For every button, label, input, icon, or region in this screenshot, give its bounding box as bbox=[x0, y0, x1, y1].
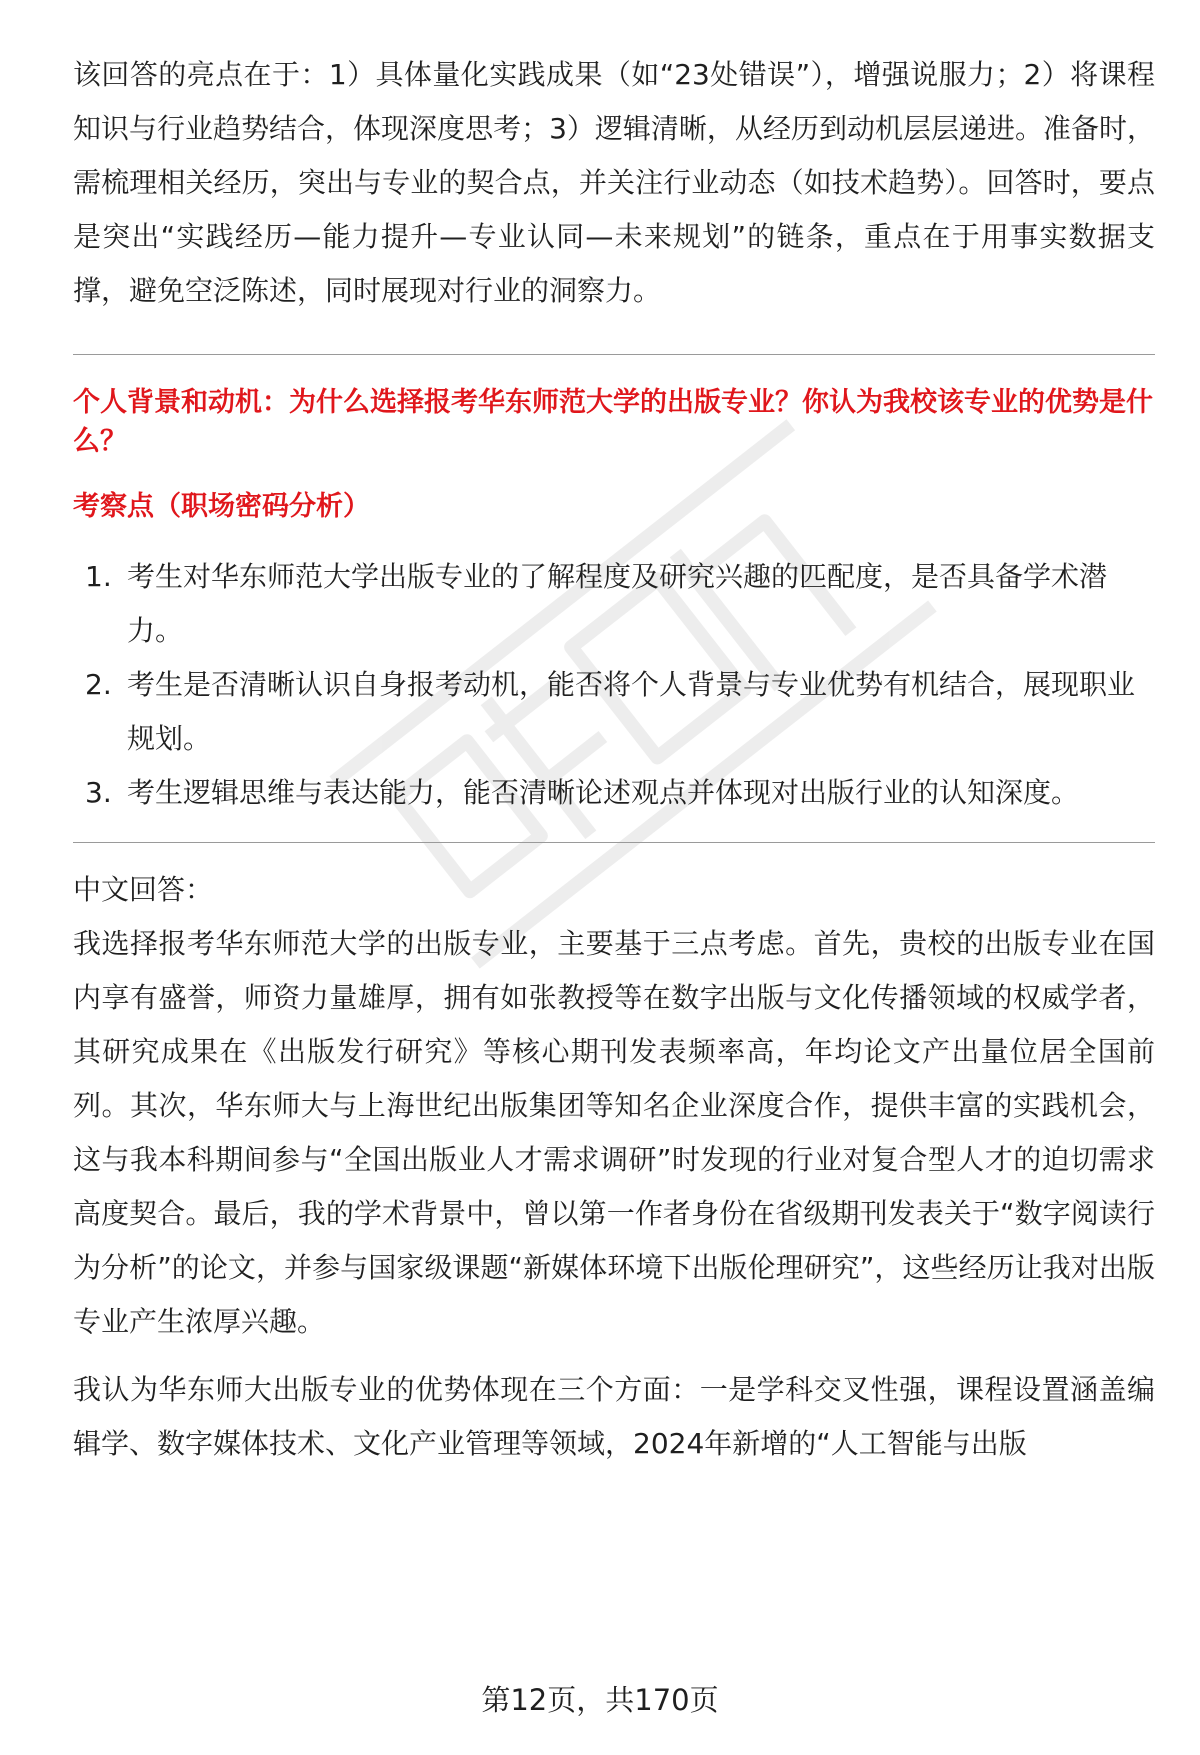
intro-paragraph: 该回答的亮点在于：1）具体量化实践成果（如“23处错误”），增强说服力；2）将课程知识与行业趋势结合，体现深度思考；3）逻辑清晰，从经历到动机层层递进。准备时，需梳理相关经历，突出与专业的契合点，并关注行业动态（如技术趋势）。回答时，要点是突出“实践经历—能力提升—专业认同—未来规划”的链条，重点在于用事实数据支撑，避免空泛陈述，同时展现对行业的洞察力。 bbox=[73, 58, 1155, 307]
answer-paragraph-1: 我选择报考华东师范大学的出版专业，主要基于三点考虑。首先，贵校的出版专业在国内享有盛誉，师资力量雄厚，拥有如张教授等在数字出版与文化传播领域的权威学者，其研究成果在《出版发行研究》等核心期刊发表频率高，年均论文产出量位居全国前列。其次，华东师大与上海世纪出版集团等知名企业深度合作，提供丰富的实践机会，这与我本科期间参与“全国出版业人才需求调研”时发现的行业对复合型人才的迫切需求高度契合。最后，我的学术背景中，曾以第一作者身份在省级期刊发表关于“数字阅读行为分析”的论文，并参与国家级课题“新媒体环境下出版伦理研究”，这些经历让我对出版专业产生浓厚兴趣。 bbox=[73, 927, 1155, 1338]
answer-paragraph-2: 我认为华东师大出版专业的优势体现在三个方面：一是学科交叉性强，课程设置涵盖编辑学、数字媒体技术、文化产业管理等领域，2024年新增的“人工智能与出版 bbox=[73, 1373, 1155, 1460]
focus-heading: 考察点（职场密码分析） bbox=[73, 491, 370, 522]
list-number: 3. bbox=[85, 776, 112, 809]
focus-list bbox=[73, 550, 1155, 820]
page-content bbox=[73, 48, 1155, 1471]
page-number-footer: 第12页，共170页 bbox=[481, 1683, 719, 1717]
list-text: 考生逻辑思维与表达能力，能否清晰论述观点并体现对出版行业的认知深度。 bbox=[127, 776, 1080, 809]
list-item bbox=[73, 766, 1155, 820]
list-number: 2. bbox=[85, 668, 112, 701]
question-title: 个人背景和动机：为什么选择报考华东师范大学的出版专业？你认为我校该专业的优势是什么？ bbox=[73, 387, 1153, 457]
list-text: 考生对华东师范大学出版专业的了解程度及研究兴趣的匹配度，是否具备学术潜力。 bbox=[127, 560, 1108, 647]
list-item bbox=[73, 550, 1155, 658]
list-number: 1. bbox=[85, 560, 112, 593]
answer-label: 中文回答： bbox=[73, 873, 214, 906]
list-text: 考生是否清晰认识自身报考动机，能否将个人背景与专业优势有机结合，展现职业规划。 bbox=[127, 668, 1136, 755]
list-item bbox=[73, 658, 1155, 766]
